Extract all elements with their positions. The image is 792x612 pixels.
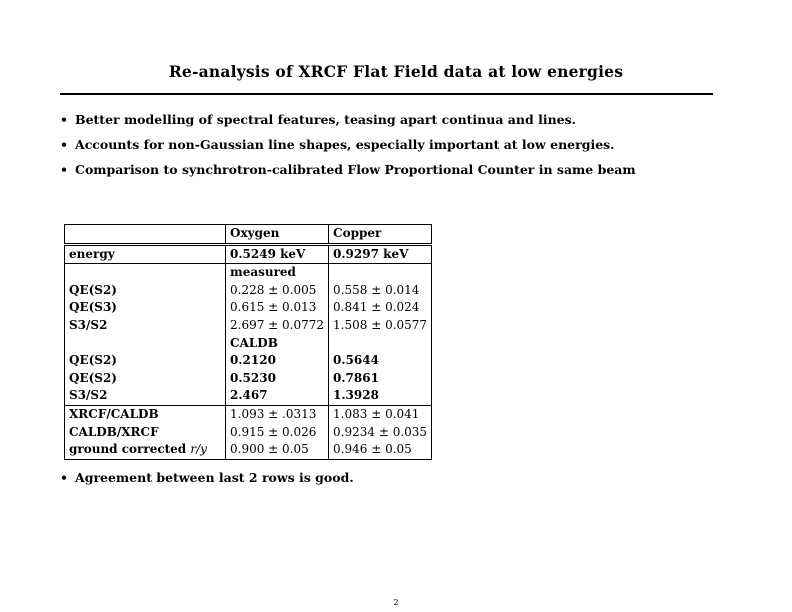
title-rule <box>60 93 713 95</box>
table-row <box>65 317 432 335</box>
cell-oxygen: 2.697 ± 0.0772 <box>226 317 329 335</box>
cell-oxygen: 0.615 ± 0.013 <box>226 299 329 317</box>
page-number: 2 <box>393 598 399 607</box>
cell-copper: 0.841 ± 0.024 <box>329 299 432 317</box>
cell-oxygen: 0.228 ± 0.005 <box>226 282 329 300</box>
cell-copper: 0.9234 ± 0.035 <box>329 424 432 442</box>
cell-oxygen: 0.5249 keV <box>226 244 329 264</box>
table-row <box>65 441 432 459</box>
bullet-icon: • <box>60 137 68 152</box>
cell-copper: 0.9297 keV <box>329 244 432 264</box>
bullet-text: Better modelling of spectral features, teasing apart continua and lines. <box>75 112 577 127</box>
row-label: energy <box>65 244 226 264</box>
results-table <box>64 224 432 460</box>
row-label-text: ground corrected <box>69 442 187 457</box>
cell-copper: 0.5644 <box>329 352 432 370</box>
bullet-item <box>60 137 615 152</box>
cell-copper: 0.7861 <box>329 370 432 388</box>
table-row <box>65 299 432 317</box>
cell-oxygen: 0.5230 <box>226 370 329 388</box>
row-label: CALDB/XRCF <box>65 424 226 442</box>
bullet-text: Accounts for non-Gaussian line shapes, especially important at low energies. <box>75 137 615 152</box>
row-label-math: r/y <box>190 442 207 457</box>
table-row-energy <box>65 244 432 264</box>
cell-oxygen: 0.900 ± 0.05 <box>226 441 329 459</box>
table-row <box>65 352 432 370</box>
page-title: Re-analysis of XRCF Flat Field data at low energies <box>168 62 624 81</box>
table-header-oxygen: Oxygen <box>226 225 329 245</box>
conclusion-bullet <box>60 470 354 485</box>
cell-oxygen: 1.093 ± .0313 <box>226 405 329 423</box>
row-label: QE(S2) <box>65 282 226 300</box>
cell-copper: 1.083 ± 0.041 <box>329 405 432 423</box>
section-heading-row <box>65 264 432 282</box>
row-label: XRCF/CALDB <box>65 405 226 423</box>
bullet-item <box>60 112 576 127</box>
bullet-text: Comparison to synchrotron-calibrated Flow Proportional Counter in same beam <box>75 162 636 177</box>
row-label <box>65 441 226 459</box>
cell-copper: 1.3928 <box>329 387 432 405</box>
row-label: S3/S2 <box>65 387 226 405</box>
row-label: S3/S2 <box>65 317 226 335</box>
cell-oxygen: 0.2120 <box>226 352 329 370</box>
table-header-row <box>65 225 432 245</box>
cell-oxygen: 2.467 <box>226 387 329 405</box>
bullet-icon: • <box>60 162 68 177</box>
bullet-item <box>60 162 636 177</box>
bullet-icon: • <box>60 470 68 485</box>
table-row <box>65 370 432 388</box>
conclusion-text: Agreement between last 2 rows is good. <box>75 470 354 485</box>
row-label: QE(S2) <box>65 352 226 370</box>
table-header-copper: Copper <box>329 225 432 245</box>
table-row <box>65 424 432 442</box>
bullet-icon: • <box>60 112 68 127</box>
row-label: QE(S2) <box>65 370 226 388</box>
section-heading-row <box>65 335 432 353</box>
table-row <box>65 282 432 300</box>
table-row <box>65 405 432 423</box>
row-label: QE(S3) <box>65 299 226 317</box>
section-heading-measured: measured <box>226 264 329 282</box>
table-row <box>65 387 432 405</box>
cell-copper: 0.558 ± 0.014 <box>329 282 432 300</box>
cell-oxygen: 0.915 ± 0.026 <box>226 424 329 442</box>
cell-copper: 0.946 ± 0.05 <box>329 441 432 459</box>
section-heading-caldb: CALDB <box>226 335 329 353</box>
cell-copper: 1.508 ± 0.0577 <box>329 317 432 335</box>
table-header-cell <box>65 225 226 245</box>
